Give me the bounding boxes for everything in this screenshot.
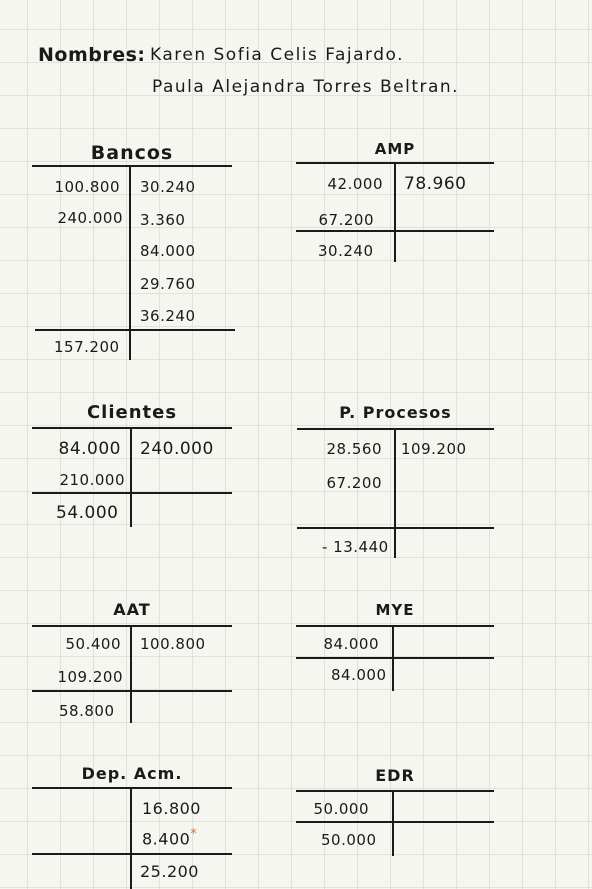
t-account-divider: [394, 428, 396, 558]
t-account-total-line: [296, 821, 494, 823]
balance-entry: 157.200: [54, 338, 120, 356]
account-title: Bancos: [90, 142, 174, 164]
balance-entry: 58.800: [59, 702, 115, 720]
debit-entry: 84.000: [323, 635, 379, 653]
debit-entry: 28.560: [326, 440, 382, 458]
credit-entry: 3.360: [140, 211, 186, 229]
account-title: Clientes: [86, 402, 178, 423]
debit-entry: 210.000: [59, 471, 125, 489]
t-account-divider: [392, 790, 394, 856]
t-account-divider: [130, 787, 132, 889]
credit-entry: 84.000: [140, 242, 196, 260]
credit-entry: 30.240: [140, 178, 196, 196]
asterisk-mark: *: [190, 827, 198, 842]
account-title: P. Procesos: [339, 403, 452, 422]
credit-entry: 109.200: [401, 440, 467, 458]
debit-entry: 42.000: [327, 175, 383, 193]
credit-entry: 29.760: [140, 275, 196, 293]
student-name-1: Karen Sofia Celis Fajardo.: [150, 45, 405, 65]
names-label: Nombres:: [38, 44, 146, 66]
t-account-aat: [32, 600, 232, 725]
t-account-clientes: [32, 402, 232, 530]
credit-entry: 100.800: [140, 635, 206, 653]
t-account-top-line: [296, 790, 494, 792]
t-account-top-line: [32, 427, 232, 429]
debit-entry: 84.000: [58, 439, 121, 459]
account-title: Dep. Acm.: [81, 764, 183, 783]
t-account-mye: [296, 600, 494, 695]
t-account-edr: [296, 764, 494, 859]
debit-entry: 67.200: [318, 211, 374, 229]
debit-entry: 109.200: [57, 668, 123, 686]
balance-entry: 50.000: [321, 831, 377, 849]
credit-entry: [142, 827, 197, 848]
t-account-total-line: [297, 527, 494, 529]
t-account-dep-acm: [32, 764, 232, 889]
debit-entry: 240.000: [57, 209, 123, 227]
t-account-top-line: [296, 625, 494, 627]
debit-entry: 67.200: [326, 474, 382, 492]
t-account-bancos: [32, 140, 232, 365]
t-account-total-line: [32, 853, 232, 855]
t-account-divider: [130, 625, 132, 723]
t-account-procesos: [297, 402, 494, 562]
t-account-top-line: [32, 165, 232, 167]
t-account-total-line: [296, 657, 494, 659]
t-account-total-line: [296, 230, 494, 232]
credit-entry: 240.000: [140, 439, 214, 459]
balance-entry: 25.200: [140, 862, 199, 881]
t-account-divider: [130, 427, 132, 527]
t-account-divider: [394, 162, 396, 262]
debit-entry: 50.400: [65, 635, 121, 653]
balance-entry: 30.240: [318, 242, 374, 260]
student-name-2: Paula Alejandra Torres Beltran.: [152, 77, 460, 97]
credit-entry: 36.240: [140, 307, 196, 325]
balance-entry: - 13.440: [322, 538, 389, 556]
t-account-total-line: [32, 690, 232, 692]
debit-entry: 100.800: [54, 178, 120, 196]
credit-entry-value: 8.400: [142, 829, 191, 849]
balance-entry: 54.000: [56, 503, 119, 523]
credit-entry: 16.800: [142, 799, 201, 818]
account-title: AAT: [113, 600, 151, 619]
balance-entry: 84.000: [331, 666, 387, 684]
debit-entry: 50.000: [313, 800, 369, 818]
t-account-top-line: [32, 787, 232, 789]
t-account-amp: [296, 136, 494, 266]
account-title: AMP: [374, 140, 416, 158]
t-account-total-line: [35, 329, 235, 331]
t-account-total-line: [32, 492, 232, 494]
account-title: EDR: [375, 766, 415, 785]
account-title: MYE: [375, 601, 415, 619]
t-account-top-line: [32, 625, 232, 627]
credit-entry: 78.960: [404, 174, 467, 194]
